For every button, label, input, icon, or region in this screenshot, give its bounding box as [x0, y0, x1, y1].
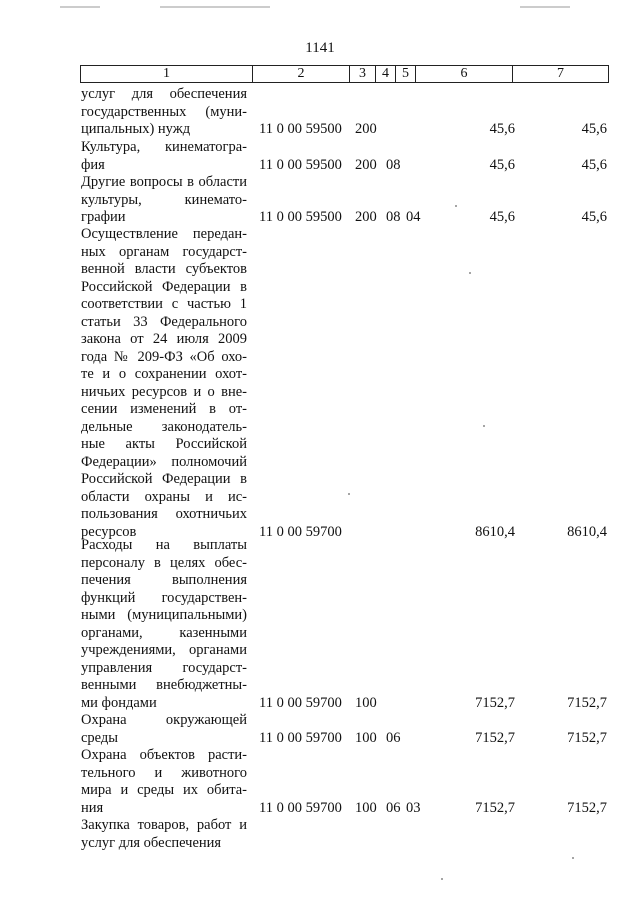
description-line: ными (муниципальными) [81, 607, 247, 623]
description-line: Закупка товаров, работ и [81, 817, 247, 833]
scan-speck [348, 493, 350, 495]
expense-type-code: 100 [355, 694, 377, 711]
description-line: графии [81, 209, 126, 225]
row-description [81, 712, 247, 747]
description-line: ми фондами [81, 694, 157, 711]
description-line: мира и среды их обита- [81, 782, 247, 798]
description-line: услуг для обеспечения [81, 86, 247, 102]
table-header [80, 65, 609, 83]
expense-type-code: 100 [355, 799, 377, 816]
description-line: органами, казенными [81, 624, 247, 641]
description-line: Расходы на выплаты [81, 537, 247, 553]
description-line: Культура, кинематогра- [81, 139, 247, 155]
amount-col-6: 45,6 [489, 209, 515, 225]
description-line: ресурсов [81, 523, 137, 540]
amount-col-7: 45,6 [581, 209, 607, 225]
row-description [81, 174, 247, 227]
target-article-code: 11 0 00 59500 [259, 209, 342, 225]
scan-speck [572, 857, 574, 859]
row-description [81, 226, 247, 541]
amount-col-7: 45,6 [581, 156, 607, 173]
expense-type-code: 200 [355, 121, 377, 137]
description-line: печения выполнения [81, 572, 247, 588]
scan-speck [455, 205, 457, 207]
description-line: ния [81, 799, 104, 816]
header-col-6: 6 [415, 66, 512, 82]
header-col-5: 5 [395, 66, 415, 82]
description-line: услуг для обеспечения [81, 834, 222, 851]
description-line: венной власти субъектов [81, 261, 247, 277]
scan-speck [441, 878, 443, 880]
header-col-3: 3 [349, 66, 375, 82]
amount-col-7: 7152,7 [567, 799, 607, 816]
row-description [81, 747, 247, 817]
description-line: персоналу в целях обес- [81, 554, 247, 571]
amount-col-6: 7152,7 [475, 694, 515, 711]
scan-noise [60, 6, 100, 8]
row-description [81, 537, 247, 712]
description-line: ничьих ресурсов и о вне- [81, 383, 247, 400]
scan-speck [469, 272, 471, 274]
scan-noise [520, 6, 570, 8]
section-code: 08 [386, 209, 401, 225]
description-line: Осуществление передан- [81, 226, 247, 242]
description-line: дельные законодатель- [81, 418, 247, 435]
description-line: управления государст- [81, 659, 247, 676]
amount-col-6: 45,6 [489, 121, 515, 137]
description-line: ные акты Российской [81, 436, 247, 452]
target-article-code: 11 0 00 59700 [259, 799, 342, 816]
scan-speck [483, 425, 485, 427]
description-line: Охрана окружающей [81, 712, 247, 728]
target-article-code: 11 0 00 59700 [259, 729, 342, 746]
description-line: соответствии с частью 1 [81, 296, 247, 312]
target-article-code: 11 0 00 59500 [259, 121, 342, 137]
header-col-2: 2 [252, 66, 349, 82]
expense-type-code: 200 [355, 209, 377, 225]
description-line: учреждениями, органами [81, 642, 247, 658]
description-line: среды [81, 729, 119, 746]
description-line: Охрана объектов расти- [81, 747, 247, 763]
description-line: пользования охотничьих [81, 506, 247, 522]
description-line: государственных (муни- [81, 103, 247, 120]
amount-col-6: 8610,4 [475, 523, 515, 540]
description-line: венными внебюджетны- [81, 677, 247, 693]
section-code: 06 [386, 729, 401, 746]
amount-col-7: 7152,7 [567, 729, 607, 746]
section-code: 08 [386, 156, 401, 173]
subsection-code: 03 [406, 799, 421, 816]
amount-col-7: 45,6 [581, 121, 607, 137]
header-col-4: 4 [375, 66, 395, 82]
page-number: 1141 [305, 40, 335, 56]
description-line: те и о сохранении охот- [81, 366, 247, 382]
description-line: статьи 33 Федерального [81, 313, 247, 330]
description-line: тельного и животного [81, 764, 247, 781]
amount-col-7: 8610,4 [567, 523, 607, 540]
description-line: сении изменений в от- [81, 401, 247, 417]
description-line: фия [81, 156, 105, 173]
amount-col-7: 7152,7 [567, 694, 607, 711]
description-line: закона от 24 июля 2009 [81, 331, 247, 347]
expense-type-code: 100 [355, 729, 377, 746]
description-line: ных органам государст- [81, 243, 247, 260]
description-line: культуры, кинемато- [81, 191, 247, 208]
target-article-code: 11 0 00 59700 [259, 694, 342, 711]
target-article-code: 11 0 00 59700 [259, 523, 342, 540]
section-code: 06 [386, 799, 401, 816]
header-col-1: 1 [163, 66, 170, 81]
row-description [81, 139, 247, 174]
row-description [81, 817, 247, 852]
description-line: функций государствен- [81, 589, 247, 606]
amount-col-6: 7152,7 [475, 799, 515, 816]
amount-col-6: 7152,7 [475, 729, 515, 746]
description-line: Российской Федерации в [81, 471, 247, 487]
subsection-code: 04 [406, 209, 421, 225]
description-line: области охраны и ис- [81, 488, 247, 505]
description-line: Другие вопросы в области [81, 174, 247, 190]
target-article-code: 11 0 00 59500 [259, 156, 342, 173]
description-line: года № 209-ФЗ «Об охо- [81, 348, 247, 365]
description-line: Федерации» полномочий [81, 453, 247, 470]
amount-col-6: 45,6 [489, 156, 515, 173]
row-description [81, 86, 247, 139]
description-line: Российской Федерации в [81, 278, 247, 295]
header-col-7: 7 [512, 66, 608, 82]
expense-type-code: 200 [355, 156, 377, 173]
description-line: ципальных) нужд [81, 121, 191, 137]
scan-noise [160, 6, 270, 8]
